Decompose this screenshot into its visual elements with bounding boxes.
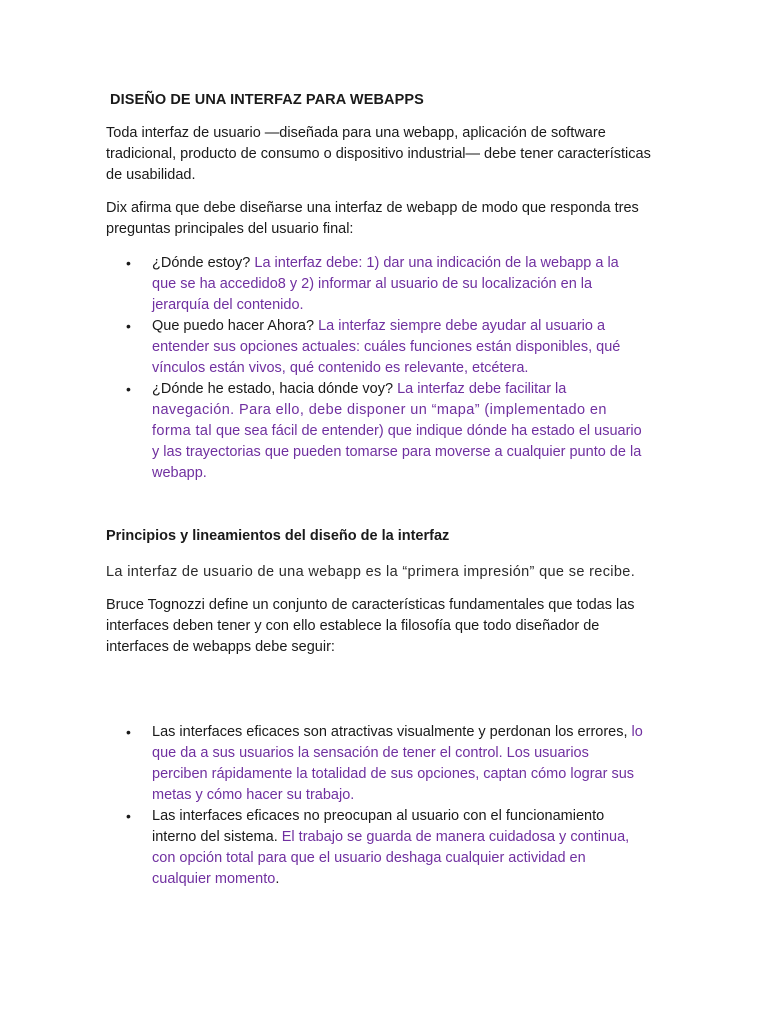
bullet-icon: • xyxy=(126,808,131,824)
answer-text: La interfaz debe facilitar la xyxy=(397,381,567,397)
document-title: DISEÑO DE UNA INTERFAZ PARA WEBAPPS xyxy=(110,92,424,108)
question-text: ¿Dónde he estado, hacia dónde voy? xyxy=(152,381,398,397)
list-item xyxy=(106,806,646,890)
dix-paragraph: Dix afirma que debe diseñarse una interfaz de webapp de modo que responda tres preguntas principales del usuario final: xyxy=(106,200,639,237)
list-item xyxy=(106,316,646,379)
question-text: Que puedo hacer Ahora? xyxy=(152,318,319,334)
list-item xyxy=(106,379,646,484)
question-text: ¿Dónde estoy? xyxy=(152,255,255,271)
answer-text: navegación. Para ello, debe disponer un “mapa” (implementado en forma tal xyxy=(152,402,607,439)
bullet-icon: • xyxy=(126,318,131,334)
bullet-icon: • xyxy=(126,255,131,271)
section-heading: Principios y lineamientos del diseño de la interfaz xyxy=(106,528,450,544)
principles-list xyxy=(106,722,646,890)
answer-text: que sea fácil de entender) que indique dónde ha estado el usuario y las trayectorias que pueden tomarse para moverse a cualquier punto de la webapp. xyxy=(152,423,642,481)
bullet-icon: • xyxy=(126,724,131,740)
answer-text: La interfaz debe: 1) dar una indicación de la webapp a la que se ha accedido8 y 2) informar al usuario de su localización en la jerarquía del contenido. xyxy=(152,255,619,313)
questions-list xyxy=(106,253,646,484)
principle-lead: Las interfaces eficaces son atractivas visualmente y perdonan los errores, xyxy=(152,724,632,740)
intro-paragraph: Toda interfaz de usuario —diseñada para una webapp, aplicación de software tradicional, producto de consumo o dispositivo industrial— debe tener características de usabilidad. xyxy=(106,125,651,183)
list-item xyxy=(106,253,646,316)
principle-rest: El trabajo se guarda de manera cuidadosa y continua, con opción total para que el usuario deshaga cualquier actividad en cualquier momento xyxy=(152,829,630,887)
tognozzi-paragraph: Bruce Tognozzi define un conjunto de características fundamentales que todas las interfaces deben tener y con ello establece la filosofía que todo diseñador de interfaces de webapps debe seguir: xyxy=(106,597,635,655)
answer-text: La interfaz siempre debe ayudar al usuario a entender sus opciones actuales: cuáles funciones están disponibles, qué vínculos están vivos, qué contenido es relevante, etcétera. xyxy=(152,318,621,376)
principle-lead: Las interfaces eficaces no preocupan al usuario con el funcionamiento interno del sistema. xyxy=(152,808,605,845)
first-impression-paragraph: La interfaz de usuario de una webapp es la “primera impresión” que se recibe. xyxy=(106,564,636,580)
bullet-icon: • xyxy=(126,381,131,397)
principle-rest: lo que da a sus usuarios la sensación de tener el control. Los usuarios perciben rápidamente la totalidad de sus opciones, captan cómo lograr sus metas y cómo hacer su trabajo. xyxy=(152,724,643,803)
principle-tail: . xyxy=(275,871,280,887)
list-item xyxy=(106,722,646,806)
